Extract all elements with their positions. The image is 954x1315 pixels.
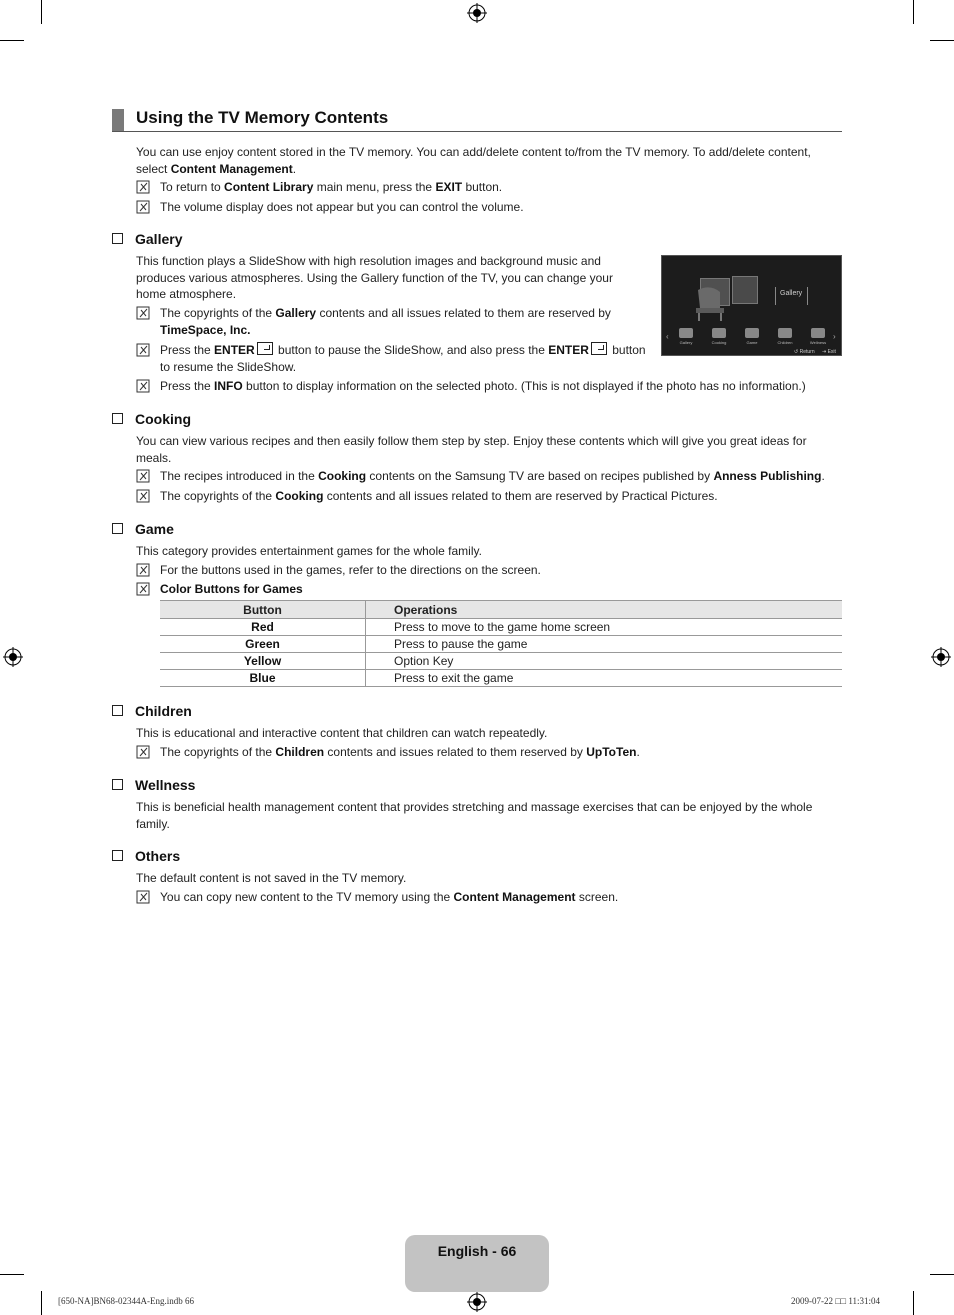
note-icon bbox=[136, 469, 151, 483]
table-row bbox=[160, 670, 842, 687]
table-header-row bbox=[160, 601, 842, 619]
others-note-copy: You can copy new content to the TV memory using the Content Management screen. bbox=[136, 889, 844, 906]
table-header-cell: Operations bbox=[366, 601, 843, 619]
crop-mark bbox=[41, 0, 42, 24]
wellness-icon[interactable] bbox=[811, 328, 825, 338]
note-icon bbox=[136, 379, 151, 393]
cooking-note-copyright: The copyrights of the Cooking contents and all issues related to them are reserved by Practical Pictures. bbox=[136, 488, 844, 505]
registration-target-icon bbox=[931, 647, 951, 667]
print-timestamp: 2009-07-22 □□ 11:31:04 bbox=[791, 1296, 881, 1306]
page-number: English - 66 bbox=[437, 1243, 517, 1259]
gallery-note-enter: Press the ENTER button to pause the SlideShow, and also press the ENTER button to resume the SlideShow. bbox=[136, 342, 656, 375]
enter-button-icon bbox=[257, 342, 273, 355]
intro-paragraph: You can use enjoy content stored in the TV memory. You can add/delete content to/from the TV memory. To add/delete content, select Content Management. bbox=[136, 145, 811, 176]
children-note-copyright: The copyrights of the Children contents and issues related to them reserved by UpToTen. bbox=[136, 744, 844, 761]
registration-target-icon bbox=[3, 647, 23, 667]
operation-cell: Press to pause the game bbox=[366, 636, 843, 653]
button-cell: Green bbox=[160, 636, 366, 653]
intro-note-volume: The volume display does not appear but you can control the volume. bbox=[136, 199, 842, 216]
crop-mark bbox=[913, 0, 914, 24]
game-icon[interactable] bbox=[745, 328, 759, 338]
crop-mark bbox=[913, 1291, 914, 1315]
color-buttons-table bbox=[160, 600, 842, 687]
gallery-icon[interactable] bbox=[679, 328, 693, 338]
crop-mark bbox=[930, 1274, 954, 1275]
crop-mark bbox=[41, 1291, 42, 1315]
title-divider bbox=[112, 131, 842, 132]
icon-label: Game bbox=[746, 340, 758, 345]
crop-mark bbox=[930, 40, 954, 41]
table-row bbox=[160, 619, 842, 636]
note-icon bbox=[136, 890, 151, 904]
table-header-cell: Button bbox=[160, 601, 366, 619]
game-paragraph: This category provides entertainment games for the whole family. bbox=[136, 544, 482, 558]
content-icon-row bbox=[676, 328, 832, 346]
note-icon bbox=[136, 489, 151, 503]
section-heading-wellness: Wellness bbox=[112, 777, 195, 793]
label-divider bbox=[807, 287, 808, 305]
checkbox-bullet-icon bbox=[112, 233, 123, 244]
section-heading-gallery: Gallery bbox=[112, 231, 182, 247]
checkbox-bullet-icon bbox=[112, 705, 123, 716]
checkbox-bullet-icon bbox=[112, 523, 123, 534]
note-icon bbox=[136, 200, 151, 214]
icon-label: Cooking bbox=[711, 340, 727, 345]
game-note-color-buttons: Color Buttons for Games bbox=[136, 581, 844, 598]
icon-label: Wellness bbox=[809, 340, 827, 345]
note-icon bbox=[136, 745, 151, 759]
note-icon bbox=[136, 563, 151, 577]
crop-mark bbox=[0, 1274, 24, 1275]
button-cell: Blue bbox=[160, 670, 366, 687]
section-heading-cooking: Cooking bbox=[112, 411, 191, 427]
screen-gallery-label: Gallery bbox=[780, 290, 803, 297]
enter-button-icon bbox=[591, 342, 607, 355]
cooking-note-recipes: The recipes introduced in the Cooking contents on the Samsung TV are based on recipes published by Anness Publishing. bbox=[136, 468, 844, 485]
others-paragraph: The default content is not saved in the TV memory. bbox=[136, 871, 407, 885]
page-title: Using the TV Memory Contents bbox=[136, 108, 389, 127]
intro-note-exit: To return to Content Library main menu, press the EXIT button. bbox=[136, 179, 842, 196]
game-note-directions: For the buttons used in the games, refer to the directions on the screen. bbox=[136, 562, 844, 579]
operation-cell: Press to move to the game home screen bbox=[366, 619, 843, 636]
gallery-note-info: Press the INFO button to display information on the selected photo. (This is not displayed if the photo has no information.) bbox=[136, 378, 844, 395]
registration-target-icon bbox=[467, 3, 487, 23]
checkbox-bullet-icon bbox=[112, 779, 123, 790]
title-accent-bar bbox=[112, 109, 124, 131]
left-arrow-icon[interactable]: ‹ bbox=[666, 332, 669, 341]
children-icon[interactable] bbox=[778, 328, 792, 338]
checkbox-bullet-icon bbox=[112, 413, 123, 424]
chair-illustration bbox=[690, 286, 730, 322]
cooking-icon[interactable] bbox=[712, 328, 726, 338]
label-divider bbox=[775, 287, 776, 305]
right-arrow-icon[interactable]: › bbox=[833, 332, 836, 341]
icon-label: Gallery bbox=[679, 340, 693, 345]
crop-mark bbox=[0, 40, 24, 41]
registration-target-icon bbox=[467, 1292, 487, 1312]
return-hint: ↺ Return bbox=[794, 349, 815, 355]
gallery-screen-illustration bbox=[661, 255, 842, 356]
wellness-paragraph: This is beneficial health management content that provides stretching and massage exercises that can be enjoyed by the whole family. bbox=[136, 800, 813, 831]
table-row bbox=[160, 636, 842, 653]
table-row bbox=[160, 653, 842, 670]
exit-hint: ⇥ Exit bbox=[822, 349, 836, 355]
note-icon bbox=[136, 343, 151, 357]
checkbox-bullet-icon bbox=[112, 850, 123, 861]
gallery-note-copyright: The copyrights of the Gallery contents and all issues related to them are reserved by TimeSpace, Inc. bbox=[136, 305, 628, 338]
note-icon bbox=[136, 582, 151, 596]
section-heading-game: Game bbox=[112, 521, 174, 537]
section-heading-others: Others bbox=[112, 848, 180, 864]
section-heading-children: Children bbox=[112, 703, 192, 719]
gallery-paragraph: This function plays a SlideShow with high resolution images and background music and produces various atmospheres. Using the Gallery function of the TV, you can change your home atmosphere. bbox=[136, 254, 613, 301]
icon-label: Children bbox=[777, 340, 793, 345]
operation-cell: Option Key bbox=[366, 653, 843, 670]
button-cell: Yellow bbox=[160, 653, 366, 670]
cooking-paragraph: You can view various recipes and then easily follow them step by step. Enjoy these contents which will give you great ideas for meals. bbox=[136, 434, 807, 465]
operation-cell: Press to exit the game bbox=[366, 670, 843, 687]
note-icon bbox=[136, 180, 151, 194]
file-name: [650-NA]BN68-02344A-Eng.indb 66 bbox=[58, 1296, 194, 1306]
button-cell: Red bbox=[160, 619, 366, 636]
children-paragraph: This is educational and interactive content that children can watch repeatedly. bbox=[136, 726, 548, 740]
note-icon bbox=[136, 306, 151, 320]
photo-frame bbox=[732, 276, 758, 304]
